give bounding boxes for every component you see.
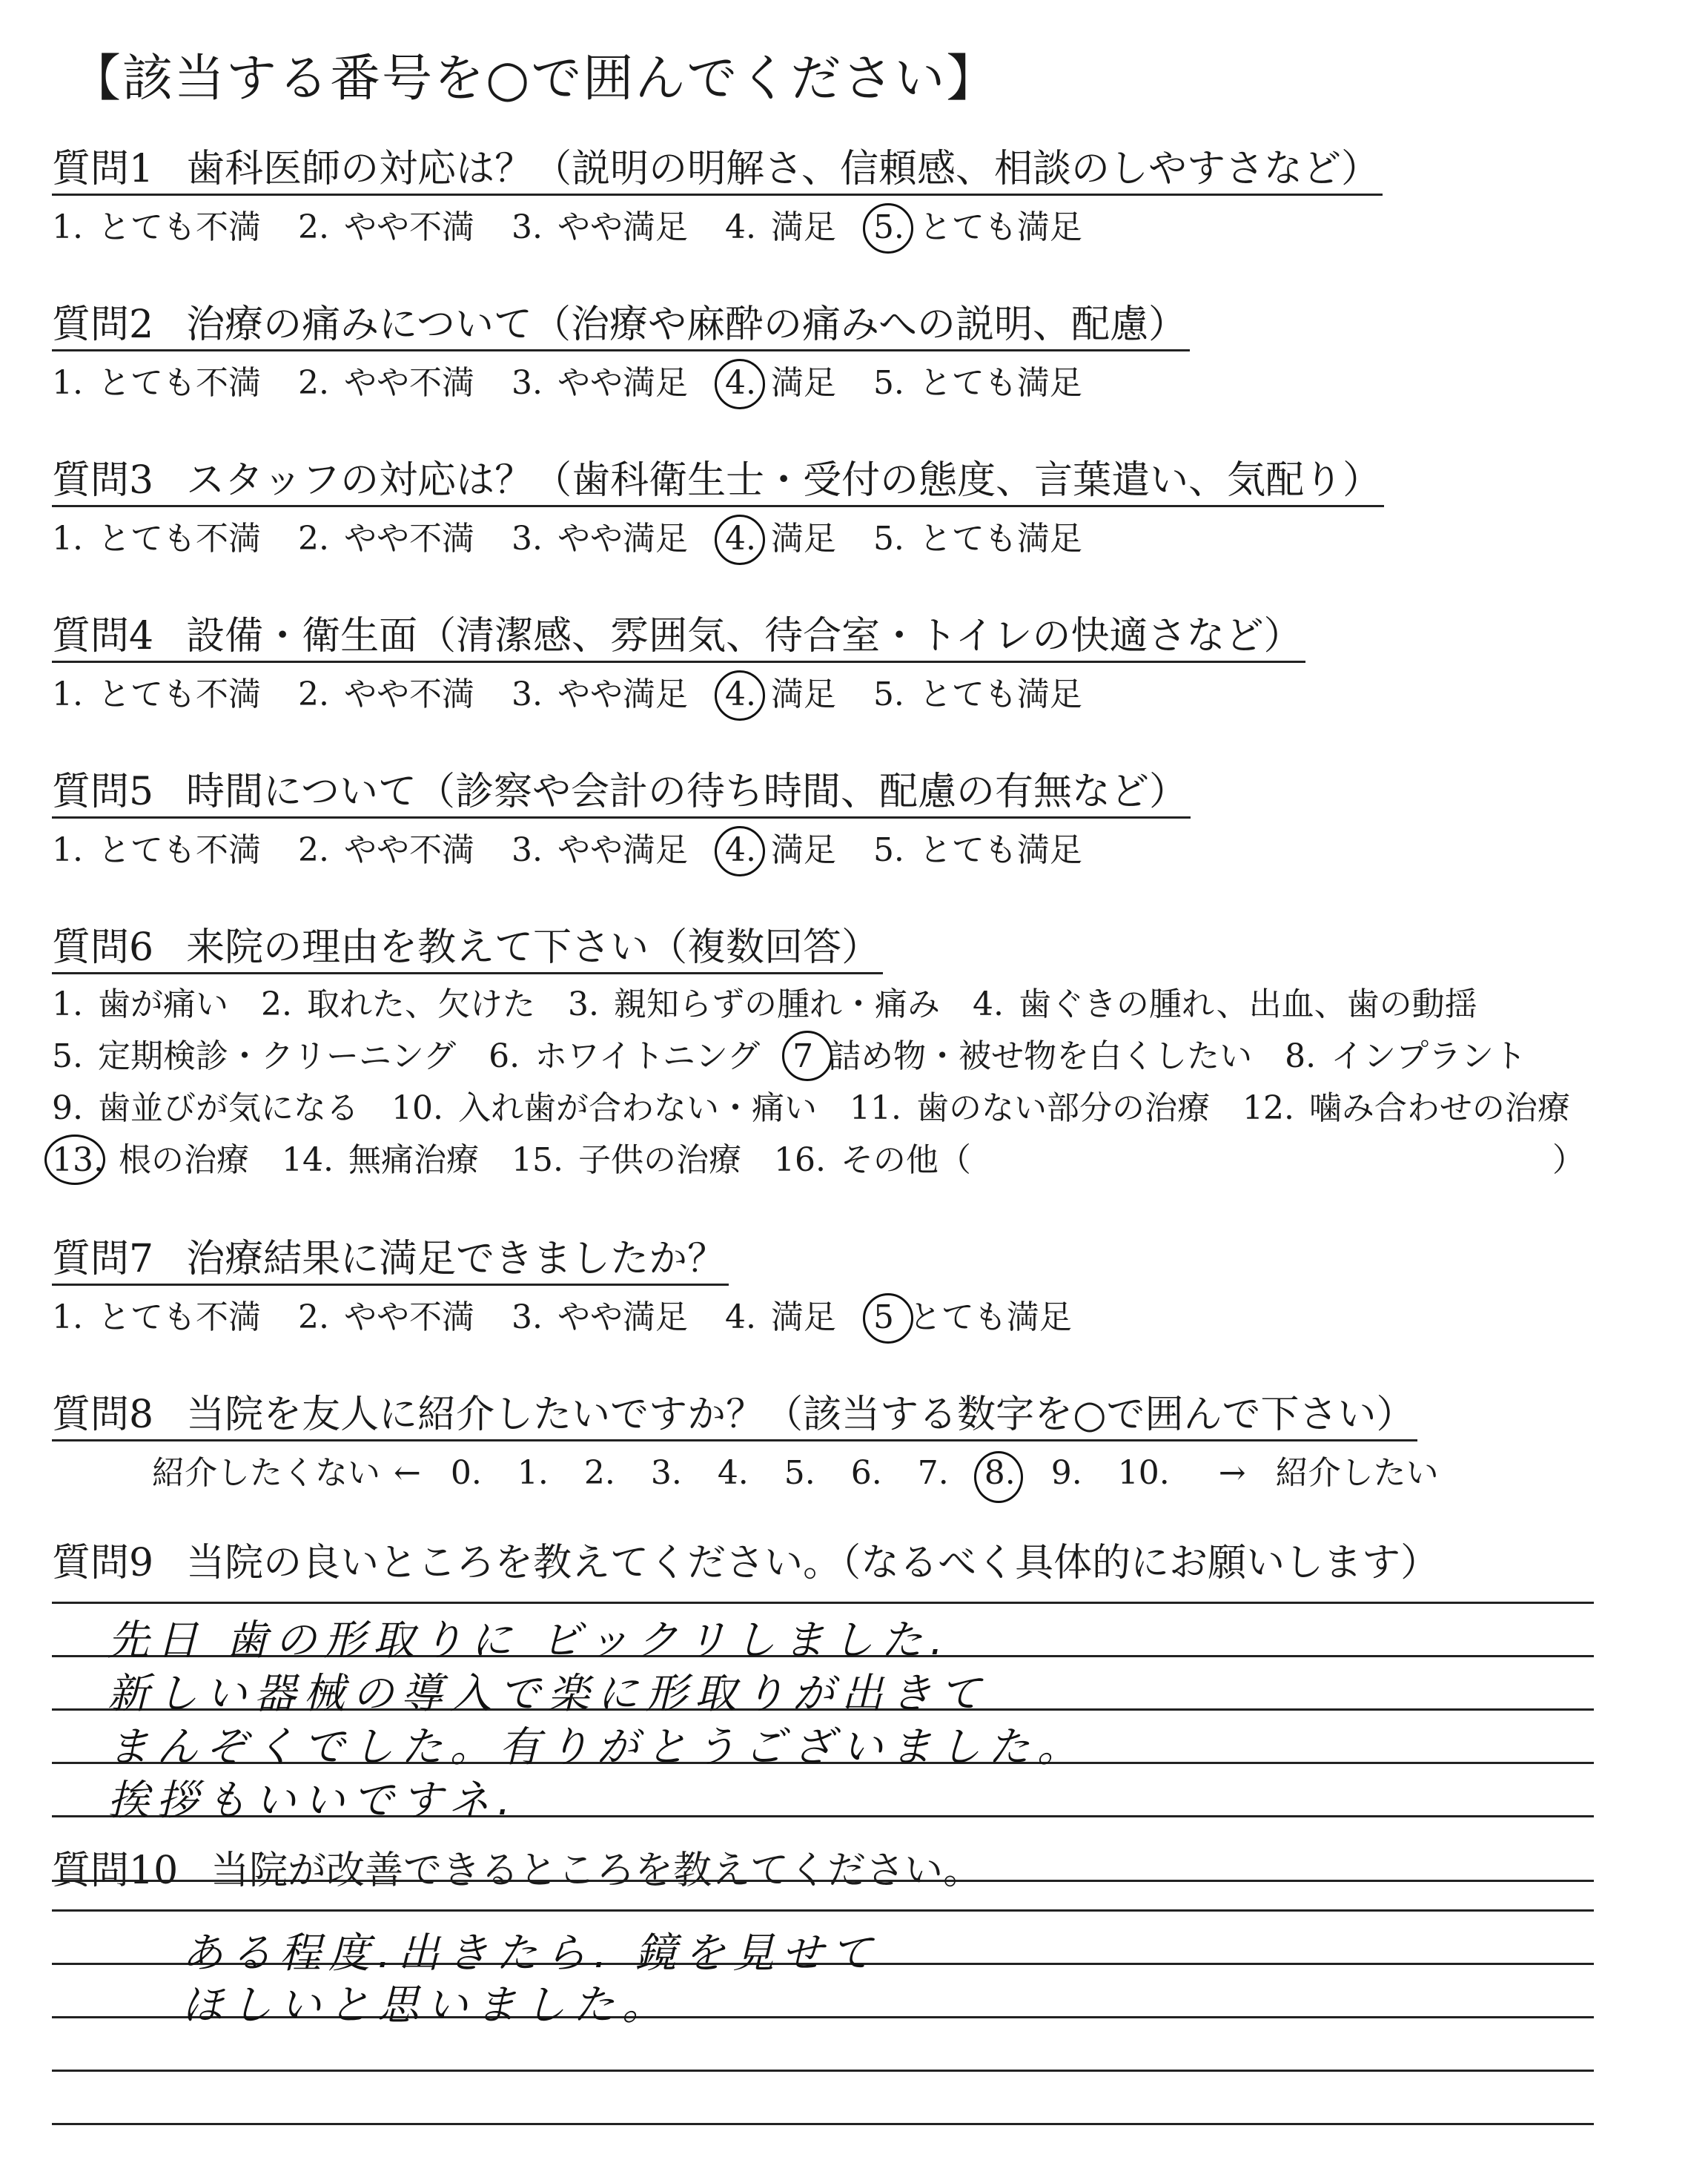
- scale-8-selected[interactable]: 8.: [984, 1454, 1016, 1492]
- question-5-label: 質問5: [52, 770, 154, 814]
- question-8-title: [52, 1390, 1417, 1441]
- question-9: [52, 1539, 1442, 1588]
- instruction-heading: 【該当する番号を○で囲んでください】: [70, 50, 999, 108]
- option-7-selected[interactable]: 7 詰め物・被せ物を白くしたい: [792, 1031, 1252, 1083]
- selection-circle: 13.: [52, 1135, 104, 1186]
- arrow-left-icon: ←: [394, 1454, 421, 1492]
- question-5-text: 時間について（診察や会計の待ち時間、配慮の有無など）: [186, 770, 1188, 814]
- question-1-options: [52, 203, 1383, 252]
- option-1[interactable]: 1. とても不満: [52, 208, 261, 246]
- question-4-text: 設備・衛生面（清潔感、雰囲気、待合室・トイレの快適さなど）: [186, 614, 1302, 658]
- option-1[interactable]: 1. とても不満: [52, 364, 261, 402]
- option-1[interactable]: 1. とても不満: [52, 831, 261, 869]
- question-5: [52, 767, 1191, 875]
- question-3-title: [52, 456, 1384, 507]
- handwritten-answer-line: 新しい器械の導入で楽に形取りが出きて: [107, 1670, 988, 1718]
- question-1-label: 質問1: [52, 147, 154, 191]
- option-2[interactable]: 2. やや不満: [297, 676, 474, 713]
- option-5[interactable]: 5. とても満足: [873, 676, 1082, 713]
- option-2[interactable]: 2. やや不満: [297, 364, 474, 402]
- option-4-selected[interactable]: 4. 満足: [725, 826, 836, 875]
- options-row-3: [52, 1083, 1603, 1135]
- option-3[interactable]: 3. やや満足: [511, 676, 688, 713]
- question-3: [52, 456, 1384, 564]
- question-2-label: 質問2: [52, 303, 154, 347]
- question-2: [52, 300, 1190, 408]
- option-2[interactable]: 2. やや不満: [297, 520, 474, 558]
- selection-circle: 4.: [725, 670, 756, 719]
- option-8[interactable]: 8. インプラント: [1285, 1037, 1527, 1075]
- question-4-label: 質問4: [52, 614, 154, 658]
- recommendation-scale: [152, 1446, 1439, 1493]
- ruled-line: [52, 1909, 1594, 1912]
- question-2-text: 治療の痛みについて（治療や麻酔の痛みへの説明、配慮）: [186, 303, 1188, 347]
- scale-2[interactable]: 2.: [583, 1454, 615, 1492]
- option-10[interactable]: 10. 入れ歯が合わない・痛い: [391, 1089, 817, 1127]
- scale-3[interactable]: 3.: [650, 1454, 682, 1492]
- question-8-label: 質問8: [52, 1393, 154, 1437]
- scale-high-label: 紹介したい: [1275, 1454, 1439, 1492]
- option-4[interactable]: 4. 満足: [724, 1298, 836, 1336]
- option-3[interactable]: 3. やや満足: [511, 208, 688, 246]
- question-3-options: [52, 515, 1384, 564]
- option-2[interactable]: 2. 取れた、欠けた: [260, 985, 535, 1023]
- question-5-options: [52, 826, 1191, 875]
- question-6-options: [52, 979, 1603, 1186]
- selection-circle: 7: [792, 1031, 813, 1083]
- question-7-options: [52, 1293, 1109, 1342]
- question-9-title: [52, 1539, 1442, 1588]
- selection-circle: 4.: [725, 826, 756, 875]
- option-1[interactable]: 1. とても不満: [52, 520, 261, 558]
- option-3[interactable]: 3. やや満足: [511, 364, 688, 402]
- question-6: [52, 923, 1603, 1186]
- handwritten-answer-line: 挨拶もいいですネ.: [107, 1777, 518, 1825]
- question-7-label: 質問7: [52, 1237, 154, 1281]
- scale-9[interactable]: 9.: [1050, 1454, 1082, 1492]
- question-1-text: 歯科医師の対応は？（説明の明解さ、信頼感、相談のしやすさなど）: [186, 147, 1380, 191]
- scale-low-label: 紹介したくない: [152, 1454, 380, 1492]
- options-row-2: [52, 1031, 1603, 1083]
- selection-circle: 4.: [725, 359, 756, 408]
- selection-circle: 5: [873, 1293, 894, 1342]
- question-10-text: 当院が改善できるところを教えてください。: [211, 1849, 982, 1893]
- option-5-selected[interactable]: 5 とても満足: [873, 1293, 1072, 1342]
- option-6[interactable]: 6. ホワイトニング: [489, 1037, 761, 1075]
- question-7: [52, 1235, 1109, 1342]
- scale-10[interactable]: 10.: [1117, 1454, 1170, 1492]
- question-4-options: [52, 670, 1305, 719]
- scale-1[interactable]: 1.: [517, 1454, 549, 1492]
- option-5-selected[interactable]: 5. とても満足: [873, 203, 1082, 252]
- question-8-text: 当院を友人に紹介したいですか？（該当する数字を○で囲んで下さい）: [186, 1393, 1415, 1437]
- option-5[interactable]: 5. とても満足: [873, 364, 1082, 402]
- handwritten-answer-line: ある程度.出きたら. 鏡を見せて: [182, 1929, 880, 1978]
- handwritten-answer-line: 先日 歯の形取りに ビックリしました.: [107, 1616, 951, 1665]
- question-6-text: 来院の理由を教えて下さい（複数回答）: [186, 925, 881, 970]
- ruled-line: [52, 2070, 1594, 2072]
- question-6-title: [52, 923, 883, 974]
- option-4[interactable]: 4. 満足: [724, 208, 836, 246]
- option-15[interactable]: 15. 子供の治療: [511, 1141, 741, 1179]
- option-4-selected[interactable]: 4. 満足: [725, 359, 836, 408]
- arrow-right-icon: →: [1218, 1454, 1246, 1492]
- option-1[interactable]: 1. とても不満: [52, 1298, 261, 1336]
- option-9[interactable]: 9. 歯並びが気になる: [52, 1089, 359, 1127]
- handwritten-answer-line: まんぞくでした。有りがとうございました。: [107, 1723, 1086, 1771]
- scale-4[interactable]: 4.: [717, 1454, 749, 1492]
- question-1: [52, 145, 1383, 252]
- options-row-4: [52, 1135, 1603, 1186]
- option-11[interactable]: 11. 歯のない部分の治療: [849, 1089, 1210, 1127]
- option-4-selected[interactable]: 4. 満足: [725, 515, 836, 564]
- question-4: [52, 612, 1305, 719]
- option-2[interactable]: 2. やや不満: [297, 1298, 474, 1336]
- option-5[interactable]: 5. とても満足: [873, 520, 1082, 558]
- scale-5[interactable]: 5.: [784, 1454, 815, 1492]
- options-row-1: [52, 979, 1603, 1031]
- option-12[interactable]: 12. 噛み合わせの治療: [1242, 1089, 1570, 1127]
- option-2[interactable]: 2. やや不満: [297, 208, 474, 246]
- question-9-text: 当院の良いところを教えてください。（なるべく具体的にお願いします）: [186, 1541, 1440, 1585]
- scale-0[interactable]: 0.: [450, 1454, 482, 1492]
- option-1[interactable]: 1. とても不満: [52, 676, 261, 713]
- option-4[interactable]: 4. 歯ぐきの腫れ、出血、歯の動揺: [972, 985, 1477, 1023]
- option-3[interactable]: 3. やや満足: [511, 1298, 688, 1336]
- question-2-title: [52, 300, 1190, 351]
- option-5[interactable]: 5. とても満足: [873, 831, 1082, 869]
- question-5-title: [52, 767, 1191, 819]
- question-3-text: スタッフの対応は？（歯科衛生士・受付の態度、言葉遣い、気配り）: [186, 458, 1382, 503]
- option-3[interactable]: 3. やや満足: [511, 520, 688, 558]
- option-5[interactable]: 5. 定期検診・クリーニング: [52, 1037, 457, 1075]
- ruled-line: [52, 2123, 1594, 2125]
- option-3[interactable]: 3. やや満足: [511, 831, 688, 869]
- question-8: [52, 1390, 1417, 1441]
- option-16-other[interactable]: 16. その他（: [773, 1141, 971, 1179]
- option-14[interactable]: 14. 無痛治療: [281, 1141, 479, 1179]
- question-10-label: 質問10: [52, 1849, 179, 1893]
- other-close-paren: ）: [1552, 1141, 1585, 1179]
- question-6-label: 質問6: [52, 925, 154, 970]
- option-13-selected[interactable]: 13. 根の治療: [52, 1135, 249, 1186]
- scale-7[interactable]: 7.: [917, 1454, 949, 1492]
- option-2[interactable]: 2. やや不満: [297, 831, 474, 869]
- question-9-label: 質問9: [52, 1541, 154, 1585]
- selection-circle: 4.: [725, 515, 756, 564]
- option-3[interactable]: 3. 親知らずの腫れ・痛み: [567, 985, 940, 1023]
- question-10: [52, 1846, 984, 1895]
- question-1-title: [52, 145, 1383, 196]
- option-4-selected[interactable]: 4. 満足: [725, 670, 836, 719]
- selection-circle: 5.: [873, 203, 904, 252]
- question-2-options: [52, 359, 1190, 408]
- handwritten-answer-line: ほしいと思いました。: [182, 1981, 671, 2029]
- option-1[interactable]: 1. 歯が痛い: [52, 985, 228, 1023]
- scale-6[interactable]: 6.: [850, 1454, 882, 1492]
- question-7-title: [52, 1235, 729, 1286]
- question-10-title: [52, 1846, 984, 1895]
- question-7-text: 治療結果に満足できましたか？: [186, 1237, 726, 1281]
- ruled-line: [52, 1602, 1594, 1604]
- question-3-label: 質問3: [52, 458, 154, 503]
- question-4-title: [52, 612, 1305, 663]
